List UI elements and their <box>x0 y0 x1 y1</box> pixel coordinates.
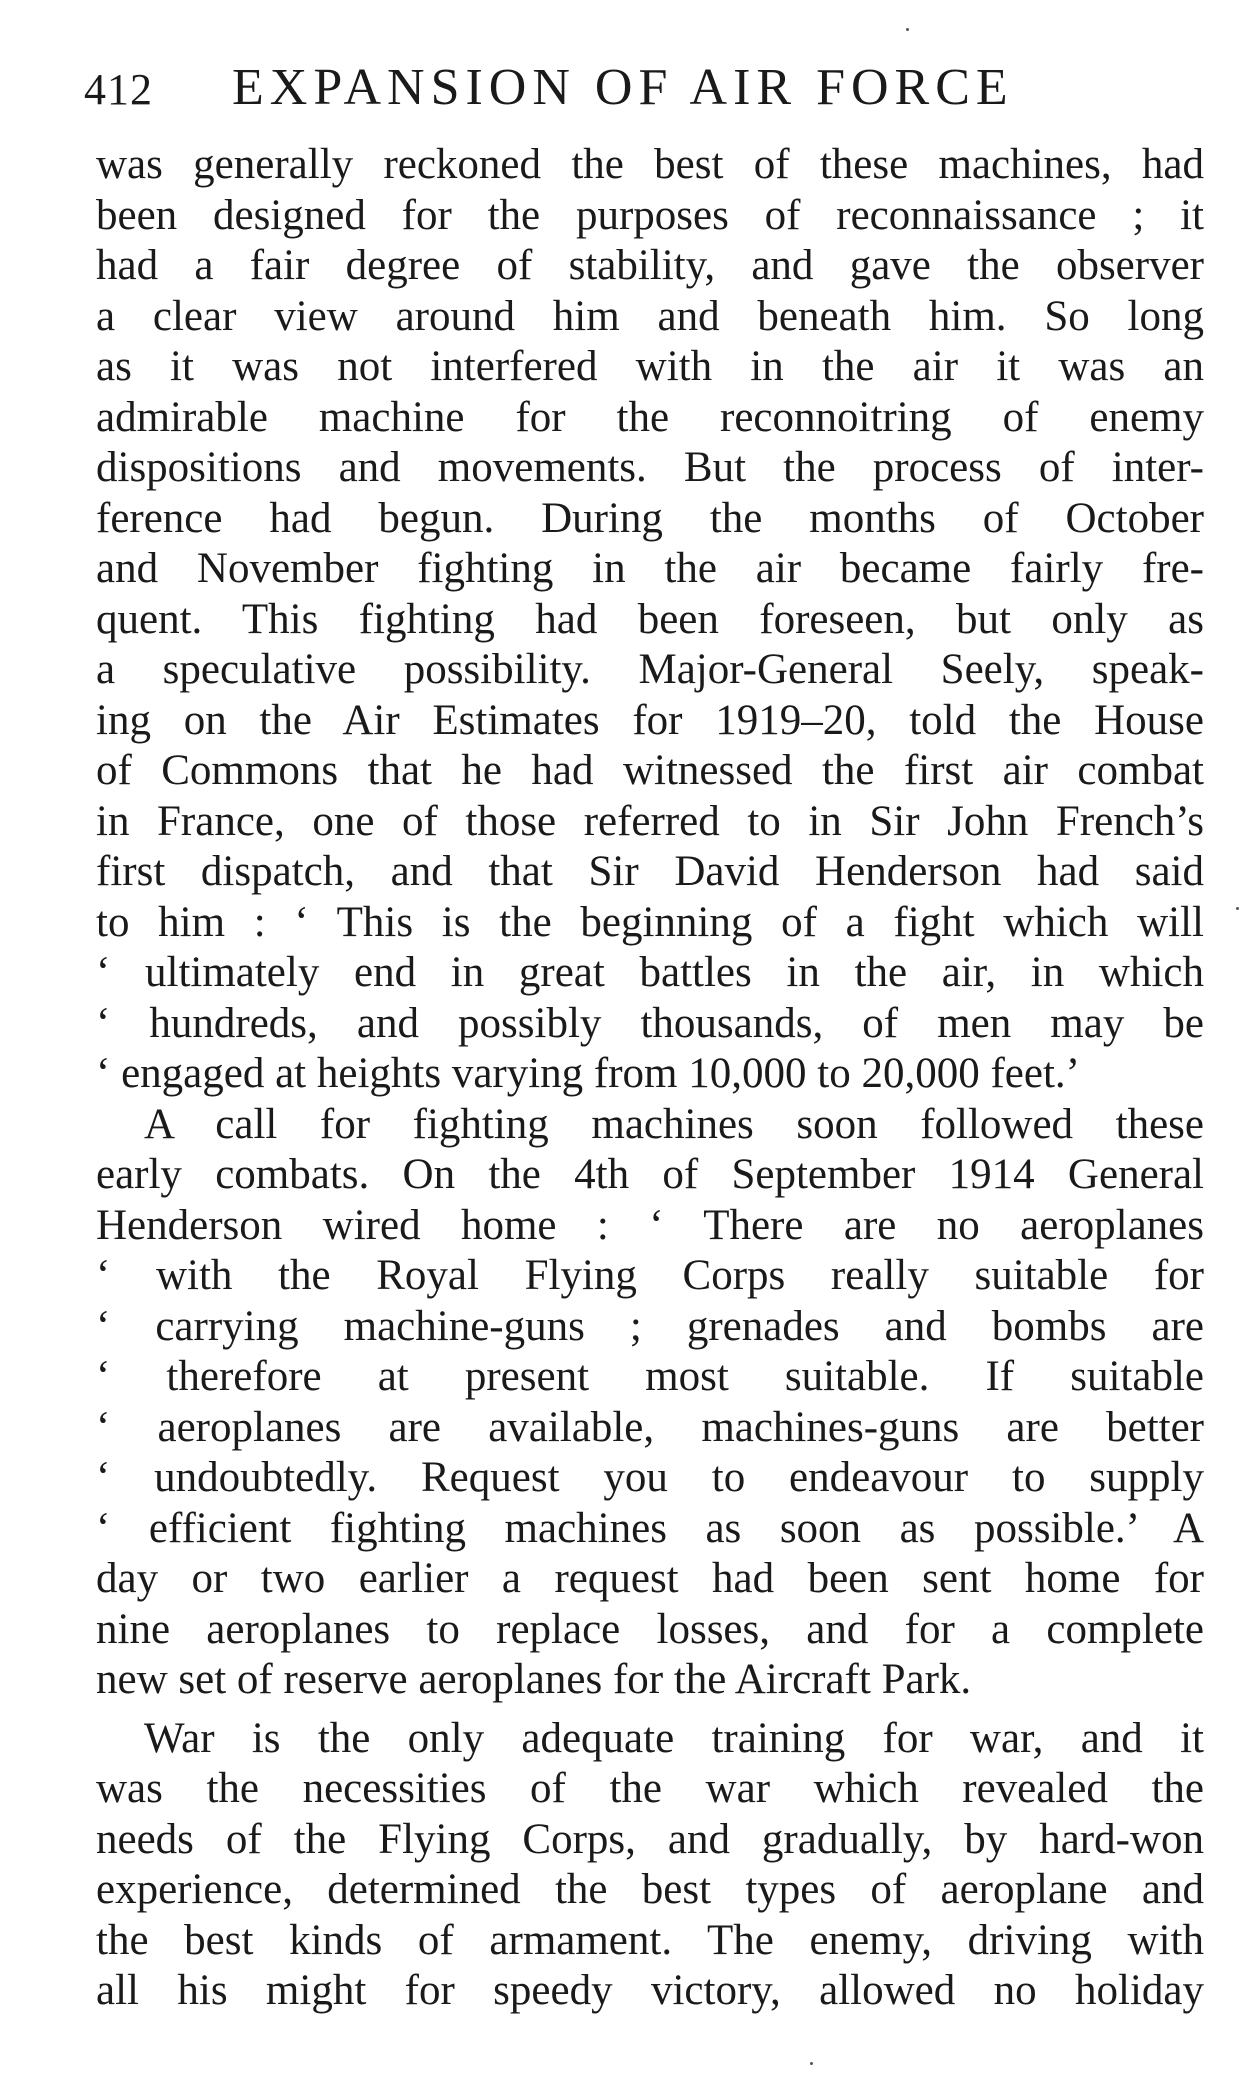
text-line: nine aeroplanes to replace losses, and for a complete <box>96 1605 1204 1653</box>
print-speck <box>906 28 909 31</box>
text-line: Henderson wired home : ‘ There are no aeroplanes <box>96 1201 1204 1249</box>
text-line: ference had begun. During the months of October <box>96 494 1204 542</box>
text-line: ‘ aeroplanes are available, machines-guns are better <box>96 1403 1204 1451</box>
text-line: had a fair degree of stability, and gave the observer <box>96 242 1204 289</box>
text-line: ‘ therefore at present most suitable. If suitable <box>96 1353 1204 1400</box>
text-line: of Commons that he had witnessed the first air combat <box>96 747 1204 794</box>
text-line: been designed for the purposes of reconnaissance ; it <box>96 191 1204 239</box>
text-line: day or two earlier a request had been sent home for <box>96 1555 1204 1602</box>
text-line: ‘ hundreds, and possibly thousands, of men may be <box>96 999 1204 1047</box>
text-line: as it was not interfered with in the air it was an <box>96 343 1204 390</box>
text-line: quent. This fighting had been foreseen, but only as <box>96 595 1204 643</box>
text-line: needs of the Flying Corps, and gradually, by hard-won <box>96 1815 1204 1863</box>
text-line: to him : ‘ This is the beginning of a fight which will <box>96 898 1204 946</box>
paragraph-gap <box>96 1706 1204 1714</box>
paragraph-1 <box>96 140 1204 1100</box>
text-line: was generally reckoned the best of these machines, had <box>96 141 1204 188</box>
text-line: War is the only adequate training for war, and it <box>144 1714 1204 1762</box>
text-line: in France, one of those referred to in Sir John French’s <box>96 797 1204 845</box>
text-line: first dispatch, and that Sir David Henderson had said <box>96 848 1204 895</box>
text-line: ‘ with the Royal Flying Corps really suitable for <box>96 1252 1204 1299</box>
text-line: early combats. On the 4th of September 1914 General <box>96 1151 1204 1198</box>
text-line: new set of reserve aeroplanes for the Aircraft Park. <box>96 1656 972 1703</box>
text-line: and November fighting in the air became fairly fre- <box>96 545 1204 592</box>
print-speck <box>1236 907 1239 910</box>
text-line: ‘ ultimately end in great battles in the air, in which <box>96 949 1204 996</box>
text-line: was the necessities of the war which revealed the <box>96 1765 1204 1812</box>
page-number: 412 <box>84 65 153 114</box>
text-line: all his might for speedy victory, allowed no holiday <box>96 1967 1204 2014</box>
print-speck <box>810 2062 813 2065</box>
text-line: ‘ undoubtedly. Request you to endeavour to supply <box>96 1454 1204 1501</box>
text-line: ing on the Air Estimates for 1919–20, told the House <box>96 696 1204 744</box>
running-title: EXPANSION OF AIR FORCE <box>232 59 1014 116</box>
body-text <box>96 140 1204 2017</box>
paragraph-3 <box>96 1714 1204 2017</box>
paragraph-2 <box>96 1100 1204 1706</box>
text-line: ‘ efficient fighting machines as soon as possible.’ A <box>96 1504 1204 1552</box>
text-line: a clear view around him and beneath him. So long <box>96 292 1204 340</box>
text-line: ‘ carrying machine-guns ; grenades and bombs are <box>96 1302 1204 1350</box>
text-line: ‘ engaged at heights varying from 10,000 to 20,000 feet.’ <box>96 1050 1080 1097</box>
text-line: experience, determined the best types of aeroplane and <box>96 1866 1204 1913</box>
text-line: a speculative possibility. Major-General Seely, speak- <box>96 646 1204 693</box>
text-line: A call for fighting machines soon followed these <box>144 1100 1204 1148</box>
text-line: the best kinds of armament. The enemy, driving with <box>96 1916 1204 1964</box>
text-line: admirable machine for the reconnoitring of enemy <box>96 393 1204 441</box>
running-head <box>84 58 1214 118</box>
text-line: dispositions and movements. But the process of inter- <box>96 444 1204 491</box>
